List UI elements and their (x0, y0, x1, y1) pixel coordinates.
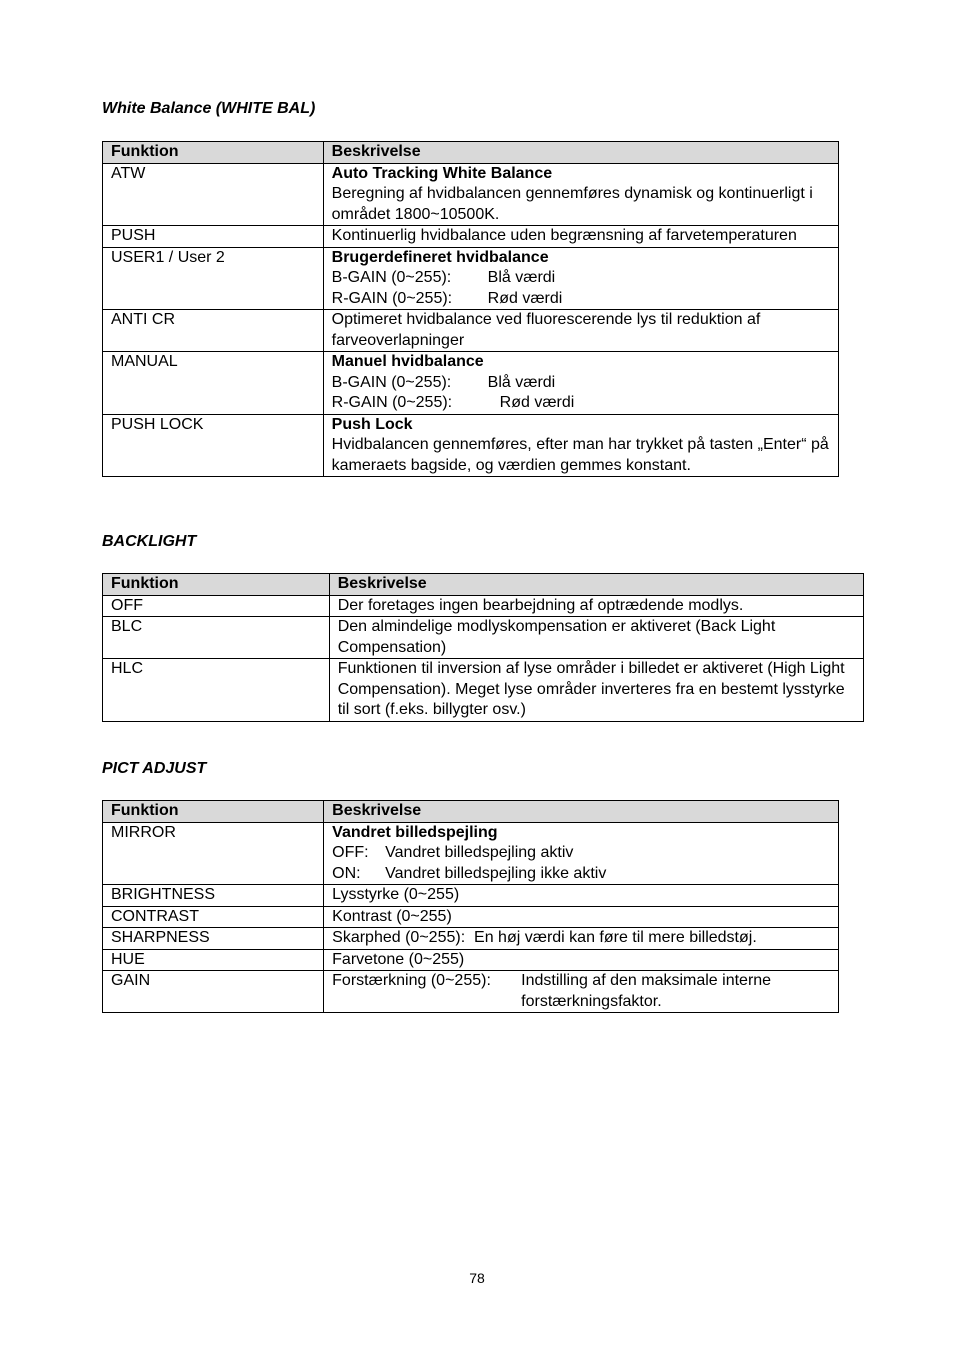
r-gain-label: R-GAIN (0~255): (331, 394, 453, 411)
func-cell: BRIGHTNESS (103, 885, 324, 907)
desc-cell: Kontinuerlig hvidbalance uden begrænsning af farvetemperaturen (323, 226, 838, 248)
table-row (103, 163, 839, 226)
table-row (103, 928, 839, 950)
desc-cell: Skarphed (0~255): En høj værdi kan føre til mere billedstøj. (324, 928, 839, 950)
r-gain-value: Rød værdi (499, 394, 575, 411)
page-number: 78 (469, 1270, 485, 1286)
func-cell: SHARPNESS (103, 928, 324, 950)
desc-cell: Optimeret hvidbalance ved fluorescerende lys til reduktion af farveoverlapninger (323, 310, 838, 352)
desc-text: Beregning af hvidbalancen gennemføres dynamisk og kontinuerligt i området 1800~10500K. (331, 185, 813, 223)
b-gain-line (332, 268, 830, 289)
table-header-row (103, 574, 864, 596)
func-cell: HLC (103, 659, 330, 722)
section-title-backlight: BACKLIGHT (102, 533, 197, 550)
func-cell: USER1 / User 2 (103, 247, 324, 310)
column-header-funktion: Funktion (103, 574, 330, 596)
table-row (103, 595, 864, 617)
b-gain-label: B-GAIN (0~255): (331, 269, 452, 286)
func-cell: MIRROR (103, 822, 324, 885)
gain-label: Forstærkning (0~255): (332, 972, 491, 989)
section-title-pict-adjust: PICT ADJUST (102, 760, 207, 777)
mirror-on-line (332, 864, 830, 885)
r-gain-value: Rød værdi (487, 289, 563, 307)
desc-cell (323, 163, 838, 226)
desc-heading: Auto Tracking White Balance (331, 164, 553, 182)
func-cell: GAIN (103, 971, 324, 1013)
desc-cell: Den almindelige modlyskompensation er aktiveret (Back Light Compensation) (329, 617, 863, 659)
r-gain-line (332, 289, 830, 310)
desc-cell (323, 414, 838, 477)
func-cell: BLC (103, 617, 330, 659)
desc-heading: Push Lock (331, 415, 413, 433)
desc-cell: Farvetone (0~255) (324, 949, 839, 971)
pict-adjust-table (102, 800, 839, 1013)
mirror-off-value: Vandret billedspejling aktiv (385, 844, 574, 861)
table-row (103, 226, 839, 248)
table-header-row (103, 142, 839, 164)
desc-heading: Manuel hvidbalance (331, 353, 484, 370)
func-cell: PUSH (103, 226, 324, 248)
table-row (103, 352, 839, 415)
table-row (103, 949, 839, 971)
table-row (103, 414, 839, 477)
table-row (103, 885, 839, 907)
func-cell: CONTRAST (103, 906, 324, 928)
r-gain-label: R-GAIN (0~255): (331, 289, 453, 307)
b-gain-value: Blå værdi (487, 269, 556, 286)
func-cell: MANUAL (103, 352, 324, 415)
func-cell: OFF (103, 595, 330, 617)
desc-cell: Kontrast (0~255) (324, 906, 839, 928)
desc-cell (323, 247, 838, 310)
r-gain-line (332, 393, 830, 414)
gain-value: Indstilling af den maksimale interne forstærkningsfaktor. (521, 972, 772, 1010)
mirror-on-label: ON: (332, 864, 361, 882)
b-gain-line (332, 373, 830, 394)
b-gain-value: Blå værdi (487, 373, 556, 391)
gain-line (332, 971, 830, 1012)
column-header-funktion: Funktion (103, 142, 324, 164)
table-row (103, 971, 839, 1013)
mirror-off-label: OFF: (332, 844, 369, 861)
desc-cell: Lysstyrke (0~255) (324, 885, 839, 907)
table-row (103, 906, 839, 928)
mirror-on-value: Vandret billedspejling ikke aktiv (385, 864, 607, 882)
func-cell: HUE (103, 949, 324, 971)
table-row (103, 247, 839, 310)
desc-cell (323, 352, 838, 415)
desc-cell: Funktionen til inversion af lyse områder i billedet er aktiveret (High Light Compensation). Meget lyse områder inverteres fra en bestemt lysstyrke til sort (f.eks. billygter osv.) (329, 659, 863, 722)
table-row (103, 617, 864, 659)
section-title-white-balance: White Balance (WHITE BAL) (102, 100, 316, 117)
mirror-off-line (332, 843, 830, 864)
backlight-table (102, 573, 864, 722)
column-header-beskrivelse: Beskrivelse (323, 142, 838, 164)
b-gain-label: B-GAIN (0~255): (331, 373, 452, 391)
column-header-funktion: Funktion (103, 801, 324, 823)
column-header-beskrivelse: Beskrivelse (324, 801, 839, 823)
func-cell: ATW (103, 163, 324, 226)
desc-cell (324, 822, 839, 885)
white-balance-table (102, 141, 839, 477)
desc-heading: Brugerdefineret hvidbalance (331, 248, 549, 266)
desc-heading: Vandret billedspejling (332, 823, 498, 841)
desc-cell (324, 971, 839, 1013)
func-cell: ANTI CR (103, 310, 324, 352)
func-cell: PUSH LOCK (103, 414, 324, 477)
desc-cell: Der foretages ingen bearbejdning af optrædende modlys. (329, 595, 863, 617)
table-header-row (103, 801, 839, 823)
table-row (103, 822, 839, 885)
column-header-beskrivelse: Beskrivelse (329, 574, 863, 596)
table-row (103, 310, 839, 352)
desc-text: Hvidbalancen gennemføres, efter man har trykket på tasten „Enter“ på kameraets bagside, og værdien gemmes konstant. (331, 436, 829, 474)
table-row (103, 659, 864, 722)
